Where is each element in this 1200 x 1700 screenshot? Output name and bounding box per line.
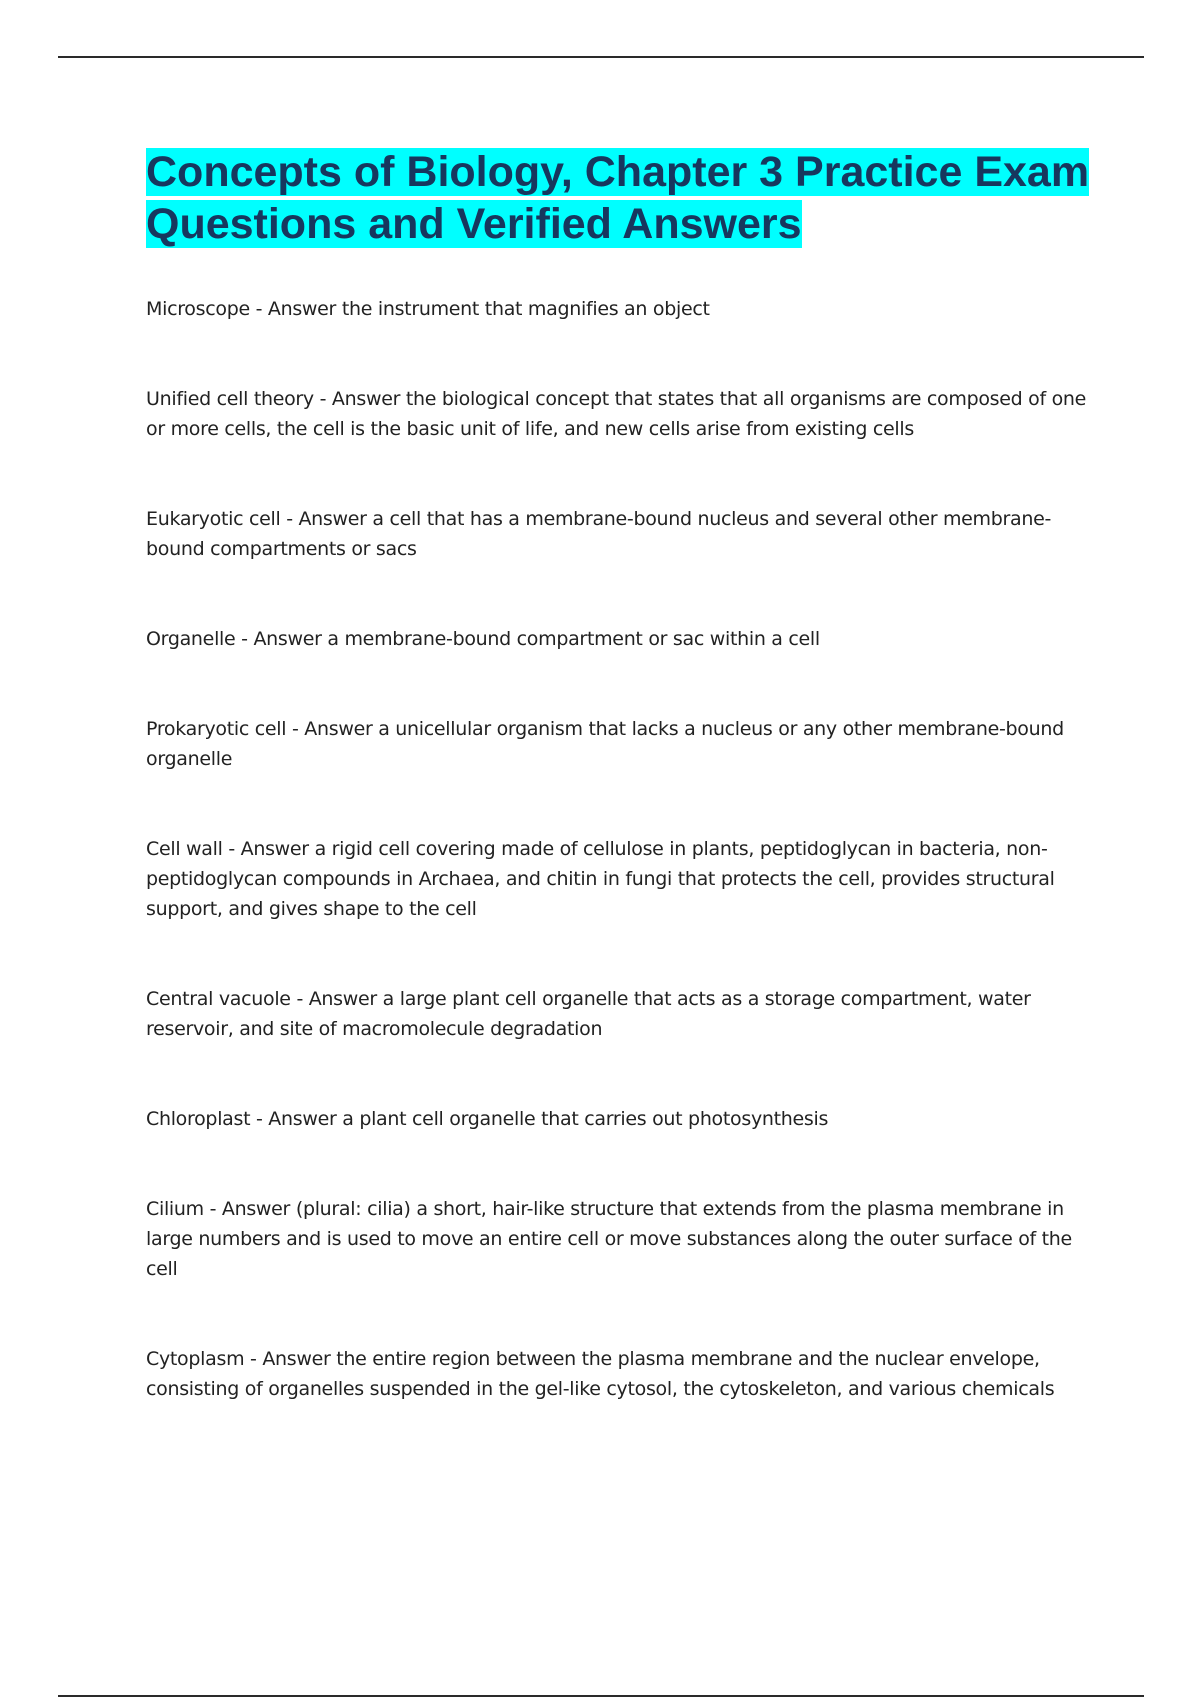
entry-answer: a membrane-bound compartment or sac within a cell xyxy=(327,628,820,650)
list-item xyxy=(146,294,1096,324)
entry-term: Eukaryotic cell xyxy=(146,508,281,530)
title-highlight: Concepts of Biology, Chapter 3 Practice Exam Questions and Verified Answers xyxy=(146,148,1090,248)
entry-term: Chloroplast xyxy=(146,1108,251,1130)
list-item xyxy=(146,1344,1096,1404)
entry-answer: a rigid cell covering made of cellulose in plants, peptidoglycan in bacteria, non-peptidoglycan compounds in Archaea, and chitin in fungi that protects the cell, provides structural support, and gives shape to the cell xyxy=(146,838,1055,920)
entry-separator: - Answer xyxy=(250,1108,343,1130)
entry-list xyxy=(146,294,1096,1404)
entry-term: Prokaryotic cell xyxy=(146,718,287,740)
entry-answer: a large plant cell organelle that acts as a storage compartment, water reservoir, and site of macromolecule degradation xyxy=(146,988,1031,1040)
entry-answer: a cell that has a membrane-bound nucleus and several other membrane-bound compartments or sacs xyxy=(146,508,1052,560)
document-title xyxy=(146,146,1096,250)
list-item xyxy=(146,1104,1096,1134)
entry-term: Organelle xyxy=(146,628,236,650)
entry-term: Cell wall xyxy=(146,838,223,860)
entry-separator: - Answer xyxy=(280,508,373,530)
list-item xyxy=(146,714,1096,774)
footer-rule xyxy=(58,1695,1144,1697)
entry-term: Cilium xyxy=(146,1198,204,1220)
entry-term: Unified cell theory xyxy=(146,388,314,410)
entry-answer: the instrument that magnifies an object xyxy=(341,298,710,320)
entry-term: Cytoplasm xyxy=(146,1348,245,1370)
entry-answer: (plural: cilia) a short, hair-like structure that extends from the plasma membrane in large numbers and is used to move an entire cell or move substances along the outer surface of the cell xyxy=(146,1198,1072,1280)
entry-separator: - Answer xyxy=(203,1198,296,1220)
entry-separator: - Answer xyxy=(244,1348,337,1370)
entry-separator: - Answer xyxy=(249,298,342,320)
list-item xyxy=(146,984,1096,1044)
header-rule xyxy=(58,56,1144,58)
entry-term: Central vacuole xyxy=(146,988,291,1010)
list-item xyxy=(146,384,1096,444)
entry-separator: - Answer xyxy=(222,838,315,860)
entry-answer: the biological concept that states that all organisms are composed of one or more cells, the cell is the basic unit of life, and new cells arise from existing cells xyxy=(146,388,1087,440)
entry-term: Microscope xyxy=(146,298,250,320)
list-item xyxy=(146,624,1096,654)
entry-separator: - Answer xyxy=(286,718,379,740)
list-item xyxy=(146,1194,1096,1284)
entry-separator: - Answer xyxy=(313,388,406,410)
document-body xyxy=(146,146,1096,1464)
entry-answer: a unicellular organism that lacks a nucleus or any other membrane-bound organelle xyxy=(146,718,1064,770)
entry-separator: - Answer xyxy=(235,628,328,650)
entry-separator: - Answer xyxy=(290,988,383,1010)
entry-answer: a plant cell organelle that carries out photosynthesis xyxy=(342,1108,829,1130)
list-item xyxy=(146,504,1096,564)
entry-answer: the entire region between the plasma membrane and the nuclear envelope, consisting of organelles suspended in the gel-like cytosol, the cytoskeleton, and various chemicals xyxy=(146,1348,1055,1400)
list-item xyxy=(146,834,1096,924)
